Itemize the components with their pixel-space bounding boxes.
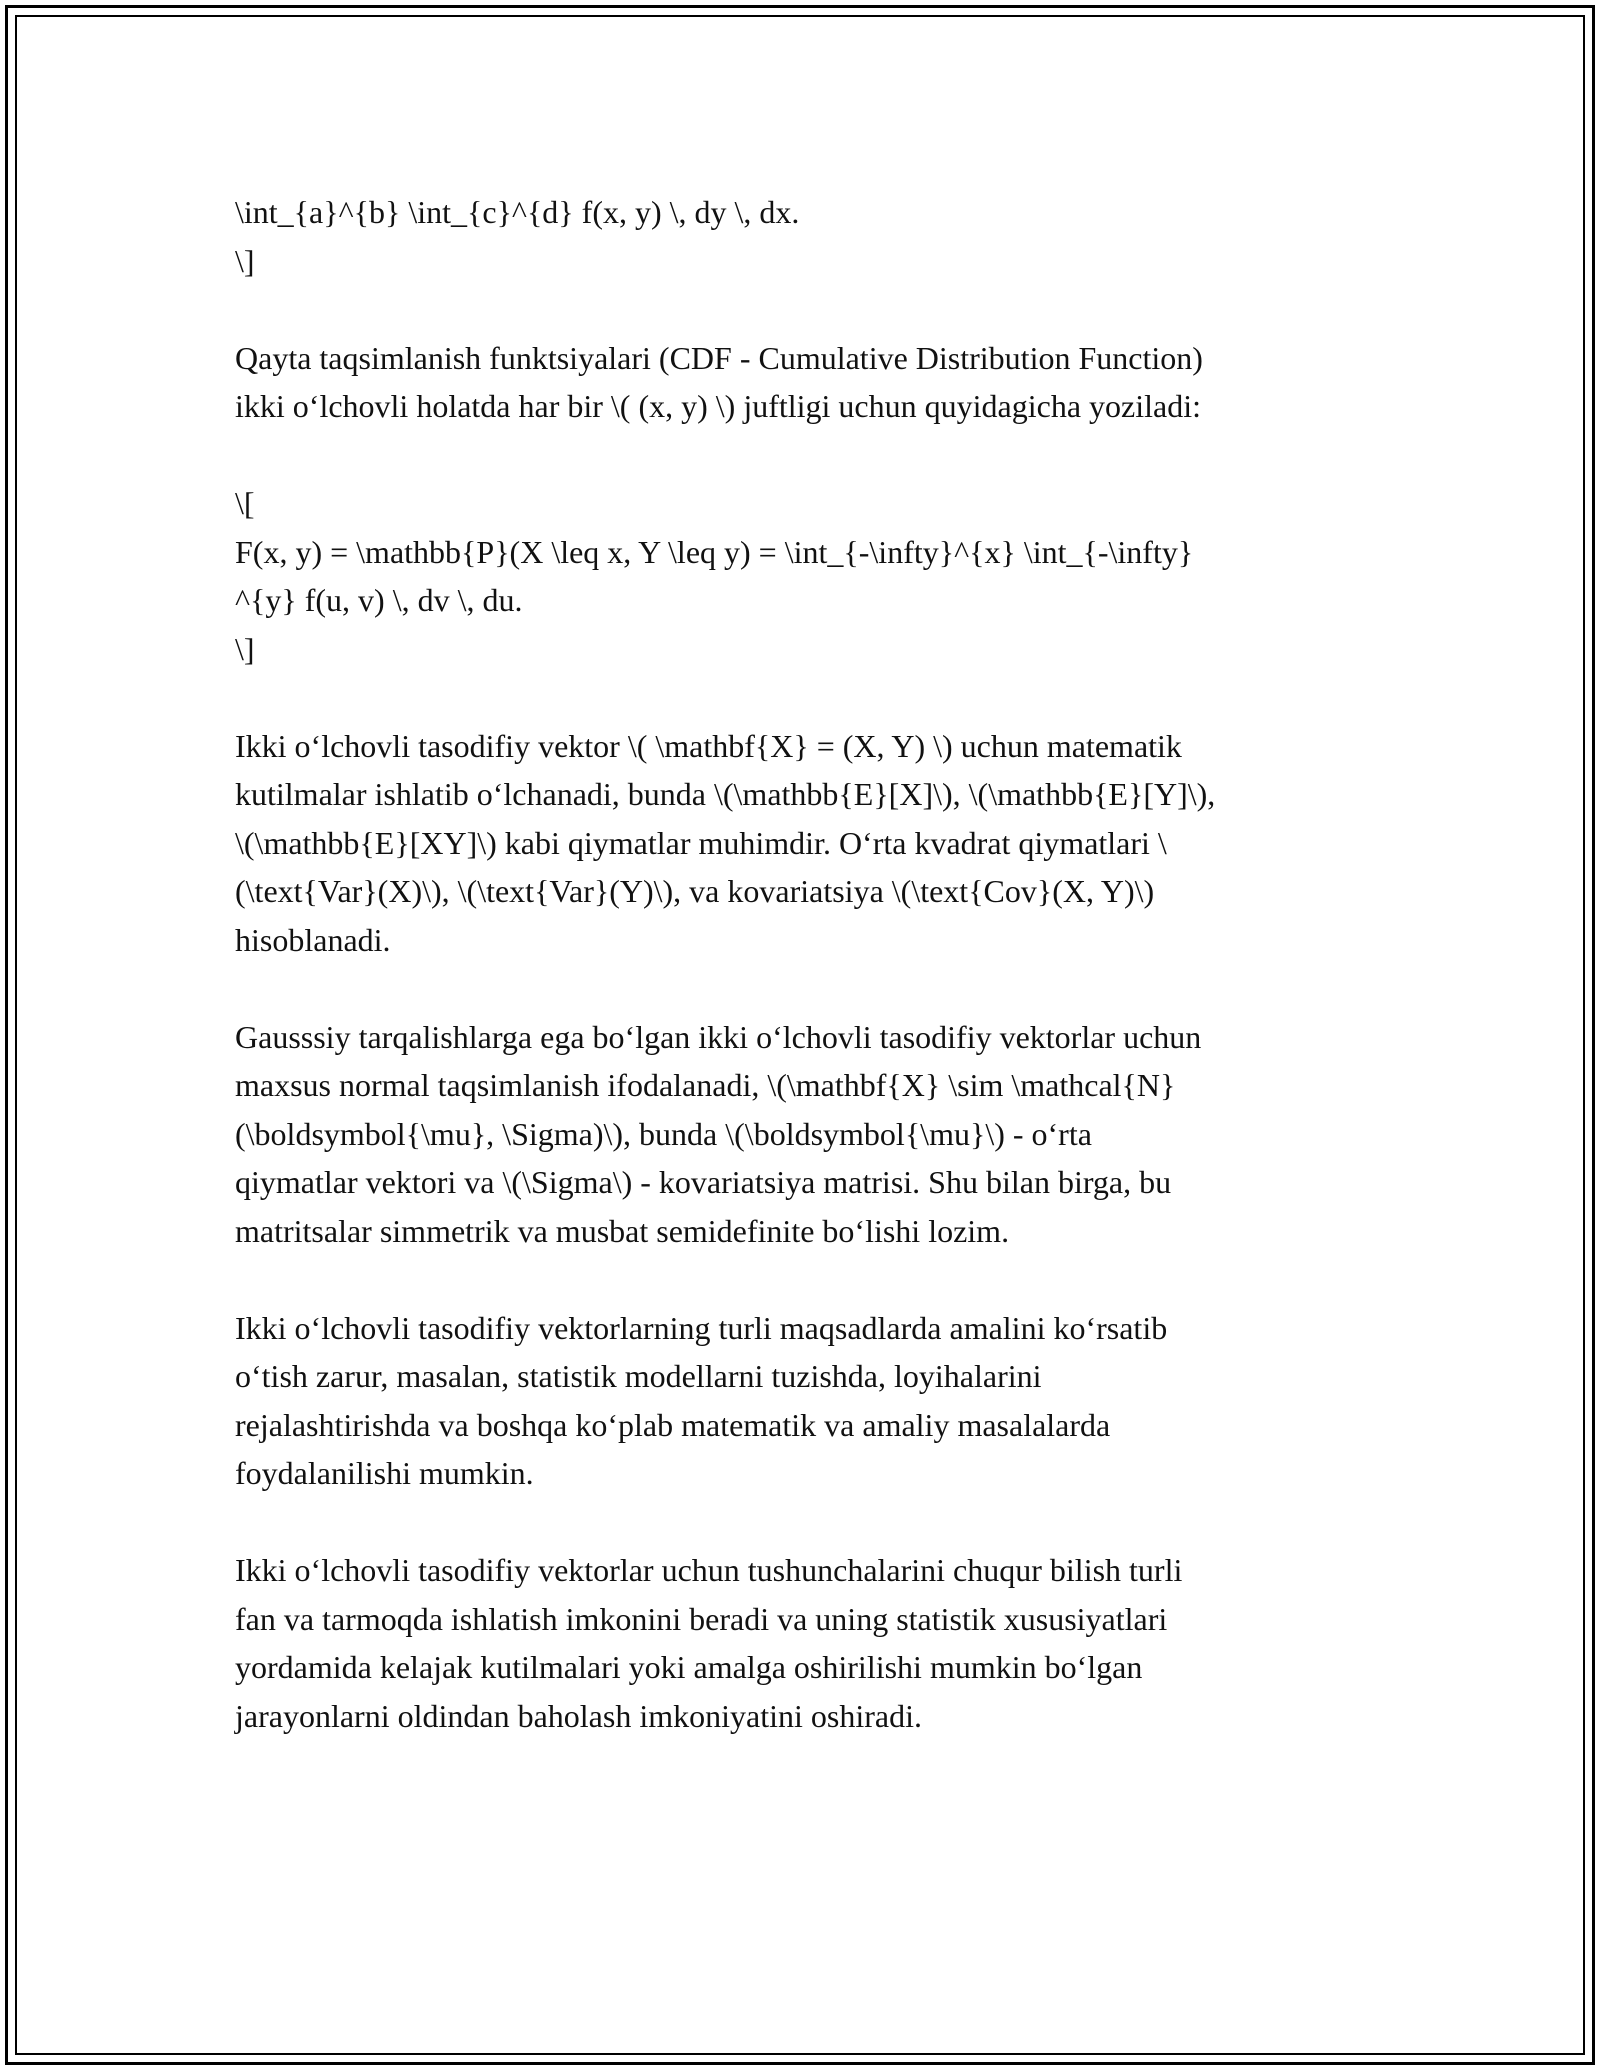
text-line: \] bbox=[235, 630, 255, 667]
text-line: jarayonlarni oldindan baholash imkoniyatini oshiradi. bbox=[235, 1697, 922, 1734]
paragraph-gap bbox=[235, 673, 1365, 722]
text-line: fan va tarmoqda ishlatish imkonini beradi va uning statistik xususiyatlari bbox=[235, 1600, 1168, 1637]
paragraph-gap bbox=[235, 1255, 1365, 1304]
paragraph-cdf bbox=[235, 334, 1365, 431]
paragraph-expectations bbox=[235, 722, 1365, 965]
text-line: \[ bbox=[235, 485, 255, 521]
formula-end-block bbox=[235, 188, 1365, 285]
paragraph-applications bbox=[235, 1304, 1365, 1498]
text-line: rejalashtirishda va boshqa ko‘plab matematik va amaliy masalalarda bbox=[235, 1406, 1111, 1443]
text-line: Qayta taqsimlanish funktsiyalari (CDF - Cumulative Distribution Function) bbox=[235, 339, 1203, 376]
text-line: (\text{Var}(X)\), \(\text{Var}(Y)\), va kovariatsiya \(\text{Cov}(X, Y)\) bbox=[235, 873, 1155, 909]
text-line: qiymatlar vektori va \(\Sigma\) - kovariatsiya matrisi. Shu bilan birga, bu bbox=[235, 1164, 1172, 1200]
text-line: o‘tish zarur, masalan, statistik modellarni tuzishda, loyihalarini bbox=[235, 1358, 1042, 1394]
text-line: (\boldsymbol{\mu}, \Sigma)\), bunda \(\boldsymbol{\mu}\) - o‘rta bbox=[235, 1115, 1092, 1152]
document-body bbox=[235, 188, 1365, 1740]
text-line: yordamida kelajak kutilmalari yoki amalga oshirilishi mumkin bo‘lgan bbox=[235, 1649, 1143, 1685]
text-line: \(\mathbb{E}[XY]\) kabi qiymatlar muhimdir. O‘rta kvadrat qiymatlari \ bbox=[235, 824, 1167, 861]
text-line: \int_{a}^{b} \int_{c}^{d} f(x, y) \, dy \, dx. bbox=[235, 194, 800, 230]
text-line: kutilmalar ishlatib o‘lchanadi, bunda \(\mathbb{E}[X]\), \(\mathbb{E}[Y]\), bbox=[235, 776, 1216, 812]
paragraph-gap bbox=[235, 1498, 1365, 1547]
text-line: F(x, y) = \mathbb{P}(X \leq x, Y \leq y) = \int_{-\infty}^{x} \int_{-\infty} bbox=[235, 533, 1194, 570]
paragraph-gap bbox=[235, 431, 1365, 480]
formula-cdf-block bbox=[235, 479, 1365, 673]
text-line: hisoblanadi. bbox=[235, 921, 391, 958]
text-line: Ikki o‘lchovli tasodifiy vektorlarning turli maqsadlarda amalini ko‘rsatib bbox=[235, 1309, 1168, 1346]
paragraph-gap bbox=[235, 964, 1365, 1013]
text-line: ikki o‘lchovli holatda har bir \( (x, y) \) juftligi uchun quyidagicha yoziladi: bbox=[235, 388, 1201, 424]
text-line: matritsalar simmetrik va musbat semidefinite bo‘lishi lozim. bbox=[235, 1212, 1010, 1249]
text-line: Ikki o‘lchovli tasodifiy vektor \( \mathbf{X} = (X, Y) \) uchun matematik bbox=[235, 727, 1182, 764]
text-line: foydalanilishi mumkin. bbox=[235, 1455, 534, 1491]
text-line: maxsus normal taqsimlanish ifodalanadi, \(\mathbf{X} \sim \mathcal{N} bbox=[235, 1067, 1176, 1103]
paragraph-conclusion bbox=[235, 1546, 1365, 1740]
text-line: Gausssiy tarqalishlarga ega bo‘lgan ikki o‘lchovli tasodifiy vektorlar uchun bbox=[235, 1018, 1202, 1055]
paragraph-gap bbox=[235, 285, 1365, 334]
paragraph-gaussian bbox=[235, 1013, 1365, 1256]
text-line: \] bbox=[235, 242, 255, 279]
text-line: Ikki o‘lchovli tasodifiy vektorlar uchun tushunchalarini chuqur bilish turli bbox=[235, 1552, 1183, 1588]
text-line: ^{y} f(u, v) \, dv \, du. bbox=[235, 582, 523, 618]
